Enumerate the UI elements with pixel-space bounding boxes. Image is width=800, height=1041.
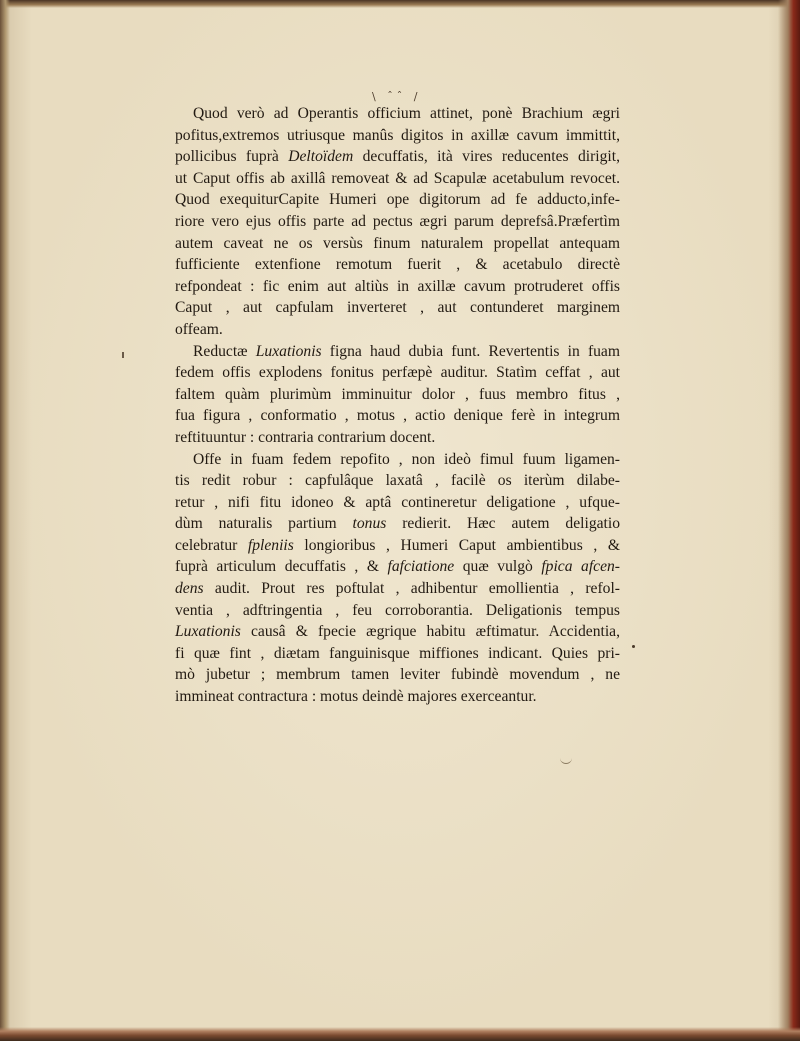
page-left-edge bbox=[0, 0, 10, 1041]
text-run: immineat contractura : motus deindè majores exerceantur. bbox=[175, 688, 537, 706]
text-line bbox=[175, 686, 620, 708]
text-line bbox=[175, 168, 620, 190]
text-line bbox=[175, 125, 620, 147]
text-line bbox=[175, 254, 620, 276]
text-line bbox=[175, 189, 620, 211]
text-run: Quod verò ad Operantis officium attinet, ponè Brachium ægri bbox=[193, 105, 620, 122]
text-line bbox=[175, 449, 620, 471]
italic-term: Deltoïdem bbox=[288, 148, 354, 166]
italic-term: tonus bbox=[352, 515, 387, 533]
paragraph bbox=[175, 449, 620, 708]
text-run: offeam. bbox=[175, 320, 223, 338]
page-right-edge bbox=[778, 0, 800, 1041]
text-run: fuprà articulum decuffatis , & bbox=[175, 558, 388, 576]
text-line bbox=[175, 513, 620, 535]
page-top-edge bbox=[0, 0, 800, 8]
text-run: figna haud dubia funt. Revertentis in fuam bbox=[321, 342, 620, 360]
italic-term: Luxationis bbox=[175, 623, 241, 641]
text-line bbox=[175, 384, 620, 406]
text-line bbox=[175, 276, 620, 298]
text-run: decuffatis, ità vires reducentes dirigit, bbox=[353, 148, 620, 166]
text-line bbox=[175, 470, 620, 492]
italic-term: fpica afcen- bbox=[541, 558, 620, 576]
text-line bbox=[175, 341, 620, 363]
text-line bbox=[175, 233, 620, 255]
italic-term: fpleniis bbox=[247, 536, 294, 554]
text-run: redierit. Hæc autem deligatio bbox=[386, 515, 620, 533]
text-line bbox=[175, 535, 620, 557]
italic-term: dens bbox=[175, 580, 204, 598]
text-line bbox=[175, 297, 620, 319]
text-run: riore vero ejus offis parte ad pectus ægri parum deprefsâ.Præfertìm bbox=[175, 212, 620, 230]
text-line bbox=[175, 643, 620, 665]
text-line bbox=[175, 362, 620, 384]
text-run: fedem offis explodens fonitus perfæpè auditur. Statìm ceffat , aut bbox=[175, 364, 620, 382]
text-line bbox=[175, 427, 620, 449]
text-line bbox=[175, 319, 620, 341]
text-run: fufficiente extenfione remotum fuerit , & acetabulo directè bbox=[175, 256, 620, 274]
text-run: fua figura , conformatio , motus , actio denique ferè in integrum bbox=[175, 407, 620, 425]
text-run: quæ vulgò bbox=[454, 558, 542, 576]
text-run: dùm naturalis partium bbox=[175, 515, 353, 533]
italic-term: Luxationis bbox=[255, 342, 322, 360]
text-run: tis redit robur : capfulâque laxatâ , facilè os iterùm dilabe- bbox=[175, 472, 620, 490]
text-run: Caput , aut capfulam inverteret , aut contunderet marginem bbox=[175, 299, 620, 317]
text-run: faltem quàm plurimùm imminuitur dolor , fuus membro fitus , bbox=[175, 385, 620, 403]
text-line bbox=[175, 621, 620, 643]
italic-term: fafciatione bbox=[387, 558, 455, 576]
text-run: causâ & fpecie ægrique habitu æftimatur. Accidentia, bbox=[240, 623, 620, 641]
text-line bbox=[175, 600, 620, 622]
text-run: ut Caput offis ab axillâ removeat & ad Scapulæ acetabulum revocet. bbox=[175, 169, 620, 187]
text-run: mò jubetur ; membrum tamen leviter fubindè movendum , ne bbox=[175, 666, 620, 684]
text-run: refpondeat : fic enim aut altiùs in axillæ cavum protruderet offis bbox=[175, 277, 620, 295]
text-run: Offe in fuam fedem repofito , non ideò fimul fuum ligamen- bbox=[193, 450, 620, 468]
text-line bbox=[175, 556, 620, 578]
text-line bbox=[175, 578, 620, 600]
page-bottom-edge bbox=[0, 1027, 800, 1041]
text-run: Reductæ bbox=[193, 342, 256, 360]
margin-dot bbox=[632, 645, 635, 648]
text-line bbox=[175, 103, 620, 125]
header-mark: \ ˆˆ / bbox=[372, 90, 422, 103]
body-text bbox=[175, 103, 620, 708]
paragraph bbox=[175, 103, 620, 341]
ink-stroke bbox=[560, 757, 572, 764]
text-run: longioribus , Humeri Caput ambientibus , & bbox=[293, 536, 620, 554]
paragraph bbox=[175, 341, 620, 449]
text-run: celebratur bbox=[175, 536, 248, 554]
text-run: reftituuntur : contraria contrarium docent. bbox=[175, 428, 436, 446]
text-run: autem caveat ne os versùs finum naturalem propellat antequam bbox=[175, 234, 620, 252]
text-line bbox=[175, 146, 620, 168]
text-run: retur , nifi fitu idoneo & aptâ contineretur deligatione , ufque- bbox=[175, 493, 620, 511]
text-line bbox=[175, 664, 620, 686]
text-run: ventia , adftringentia , feu corroborantia. Deligationis tempus bbox=[175, 601, 620, 619]
text-line bbox=[175, 492, 620, 514]
text-run: Quod exequiturCapite Humeri ope digitorum ad fe adducto,infe- bbox=[175, 191, 620, 209]
text-line bbox=[175, 405, 620, 427]
text-run: pollicibus fuprà bbox=[175, 148, 289, 166]
text-line bbox=[175, 211, 620, 233]
text-run: pofitus,extremos utriusque manûs digitos in axillæ cavum immittit, bbox=[175, 126, 620, 144]
text-run: audit. Prout res poftulat , adhibentur emollientia , refol- bbox=[203, 580, 620, 598]
text-run: fi quæ fint , diætam fanguinisque miffiones indicant. Quies pri- bbox=[175, 644, 620, 662]
margin-mark bbox=[122, 352, 124, 358]
